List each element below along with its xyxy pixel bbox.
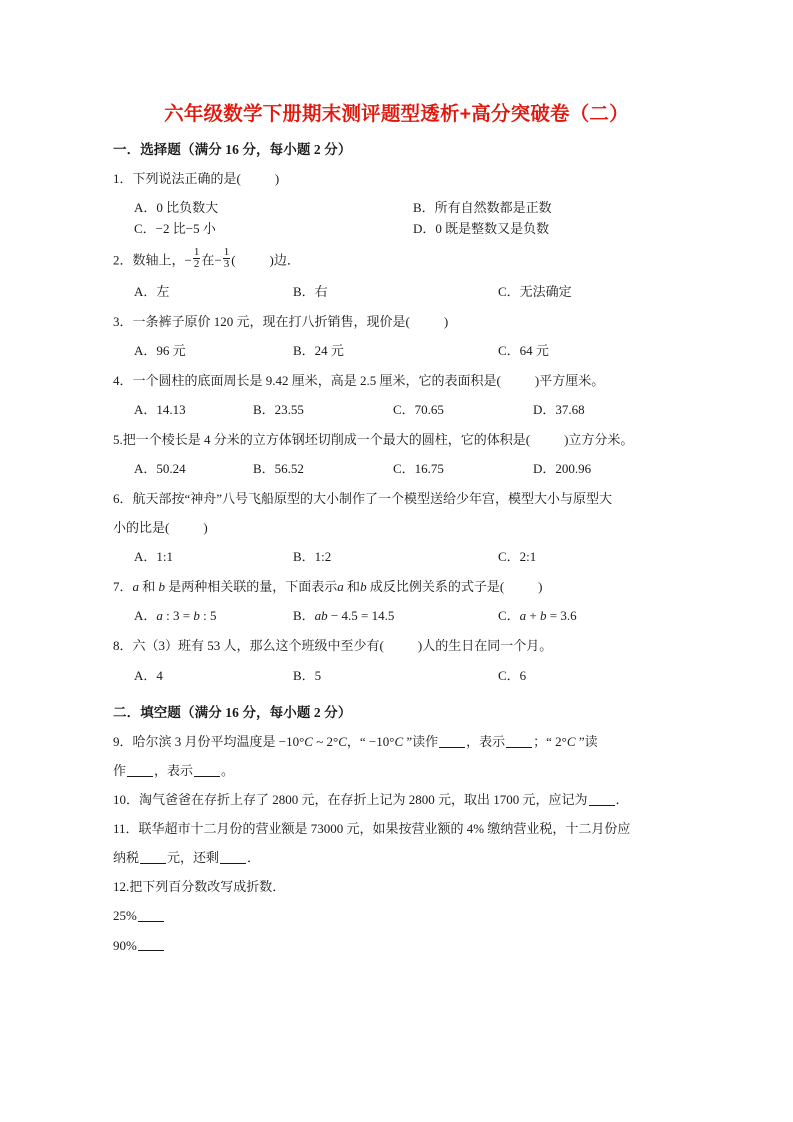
question-2-option-b[interactable]: B．右 (293, 283, 328, 299)
question-7-var-a2: a (337, 579, 344, 595)
question-9-blank-4[interactable] (194, 763, 220, 776)
question-1-tail: ) (274, 171, 280, 186)
question-9-unit-c2: C (338, 733, 347, 749)
question-10-text: 淘气爸爸在存折上存了 2800 元，在存折上记为 2800 元，取出 1700 元，应记为 (139, 791, 588, 807)
question-8-option-c[interactable]: C．6 (498, 667, 527, 683)
question-6 (113, 489, 693, 509)
question-11-number: 11． (113, 820, 139, 836)
question-3-number: 3． (113, 313, 133, 329)
question-7-options (113, 606, 693, 627)
question-6-text-line1: 航天部按“神舟”八号飞船原型的大小制作了一个模型送给少年宫，模型大小与原型大 (132, 491, 613, 506)
question-5-option-b[interactable]: B．56.52 (253, 461, 304, 476)
question-3-option-c[interactable]: C．64 元 (498, 342, 549, 358)
question-5-options (113, 459, 693, 480)
question-12-blank-2[interactable] (138, 938, 164, 951)
question-6-option-a[interactable]: A．1:1 (134, 549, 174, 565)
question-1-text: 下列说法正确的是( (132, 171, 241, 186)
question-7-number: 7． (113, 579, 133, 595)
question-11-text-line1: 联华超市十二月份的营业额是 73000 元，如果按营业额的 4% 缴纳营业税，十二月份应 (138, 820, 631, 836)
question-4-number: 4． (113, 372, 133, 388)
question-6-continuation (113, 518, 693, 538)
question-8-option-a[interactable]: A．4 (134, 667, 163, 683)
question-3-text: 一条裤子原价 120 元，现在打八折销售，现价是( (132, 313, 410, 329)
question-6-number: 6． (113, 491, 133, 506)
question-4-option-c[interactable]: C．70.65 (393, 401, 444, 417)
question-1-option-a[interactable]: A．0 比负数大 (134, 200, 219, 216)
question-8 (113, 636, 693, 656)
question-2-number: 2． (113, 252, 133, 268)
question-9-number: 9． (113, 733, 133, 749)
question-2 (113, 246, 693, 272)
question-5-option-d[interactable]: D．200.96 (533, 461, 592, 476)
question-4-option-d[interactable]: D．37.68 (533, 401, 585, 417)
question-7-var-b2: b (360, 579, 367, 595)
question-1-number: 1． (113, 171, 133, 186)
question-9-blank-1[interactable] (439, 734, 465, 747)
question-5-option-c[interactable]: C．16.75 (393, 461, 444, 476)
question-9-text-1: 哈尔滨 3 月份平均温度是 −10° (132, 733, 305, 749)
question-11-line2-text-2: 元，还剩 (167, 850, 220, 866)
question-3 (113, 312, 693, 332)
question-9 (113, 732, 693, 752)
question-10-tail: ． (615, 791, 629, 807)
question-12-blank-1[interactable] (138, 909, 164, 922)
question-11-line2-text-3: ． (247, 850, 261, 866)
question-7-text-post: 成反比例关系的式子是( (366, 579, 505, 595)
question-4-option-b[interactable]: B．23.55 (253, 401, 304, 417)
question-5-number: 5. (113, 431, 123, 447)
question-6-options (113, 547, 693, 568)
section-heading-choice: 一．选择题（满分 16 分，每小题 2 分） (113, 142, 352, 157)
question-6-tail: ) (203, 520, 208, 536)
question-9-blank-3[interactable] (127, 763, 153, 776)
question-9-text-6: ；“ 2° (533, 733, 567, 749)
document-body (113, 138, 693, 965)
question-1-option-d[interactable]: D．0 既是整数又是负数 (413, 221, 550, 237)
question-1-option-b[interactable]: B．所有自然数都是正数 (413, 200, 552, 216)
question-2-option-a[interactable]: A．左 (134, 283, 170, 299)
question-8-options (113, 666, 693, 687)
question-8-tail: )人的生日在同一个月。 (417, 638, 553, 654)
question-9-text-2: ~ 2° (312, 733, 339, 749)
question-9-continuation (113, 761, 693, 781)
question-7-var-b: b (158, 579, 166, 595)
question-12-number: 12. (113, 879, 130, 895)
question-5-tail: )立方分米。 (564, 431, 634, 447)
question-11-blank-1[interactable] (140, 851, 166, 864)
question-9-text-4: ”读作 (403, 733, 439, 749)
question-8-text: 六（3）班有 53 人，那么这个班级中至少有( (132, 638, 384, 654)
question-1 (113, 169, 693, 189)
question-7 (113, 577, 693, 597)
question-9-unit-c4: C (566, 733, 576, 749)
question-7-option-c[interactable]: C．a + b = 3.6 (498, 608, 577, 624)
question-12-item-2-label: 90% (113, 937, 137, 953)
question-4-text: 一个圆柱的底面周长是 9.42 厘米，高是 2.5 厘米，它的表面积是( (132, 372, 501, 388)
question-3-option-b[interactable]: B．24 元 (293, 342, 344, 358)
question-10-number: 10． (113, 791, 140, 807)
fraction-one-half: $\frac{1}{2}$ (193, 246, 200, 271)
question-12-text: 把下列百分数改写成折数． (129, 879, 286, 895)
question-4-option-a[interactable]: A．14.13 (134, 401, 186, 417)
question-9-unit-c1: C (304, 733, 313, 749)
question-1-option-c[interactable]: C．−2 比−5 小 (134, 221, 216, 237)
question-5 (113, 430, 693, 450)
question-6-option-c[interactable]: C．2:1 (498, 549, 537, 565)
question-7-text-mid3: 和 (343, 579, 361, 595)
question-9-blank-2[interactable] (506, 734, 532, 747)
fraction-one-third: $\frac{1}{3}$ (223, 246, 230, 271)
question-1-options (113, 198, 693, 240)
page-title: 六年级数学下册期末测评题型透析+高分突破卷（二） (164, 103, 629, 125)
question-3-option-a[interactable]: A．96 元 (134, 342, 186, 358)
question-2-text-post: ( (231, 252, 236, 268)
question-12-item-1 (113, 906, 693, 926)
question-9-line2-text-1: 作 (113, 762, 127, 778)
question-12 (113, 877, 693, 897)
question-11-line2-text-1: 纳税 (113, 850, 140, 866)
question-11-blank-2[interactable] (220, 851, 246, 864)
question-6-option-b[interactable]: B．1:2 (293, 549, 332, 565)
question-7-tail: ) (538, 579, 543, 595)
question-8-option-b[interactable]: B．5 (293, 667, 322, 683)
question-2-options (113, 282, 693, 303)
question-7-option-b[interactable]: B．ab − 4.5 = 14.5 (293, 608, 395, 624)
question-10 (113, 790, 693, 810)
question-2-text-pre: 数轴上，− (132, 252, 192, 268)
question-12-item-1-label: 25% (113, 908, 137, 924)
question-7-option-a[interactable]: A．a : 3 = b : 5 (134, 608, 217, 624)
question-5-option-a[interactable]: A．50.24 (134, 461, 186, 476)
question-9-line2-text-3: 。 (221, 762, 235, 778)
question-9-text-7: ”读 (575, 733, 598, 749)
question-9-line2-text-2: ，表示 (154, 762, 194, 778)
question-9-text-5: ，表示 (466, 733, 506, 749)
question-9-text-3: ，“ −10° (346, 733, 395, 749)
question-12-item-2 (113, 936, 693, 956)
question-11-continuation (113, 848, 693, 868)
question-7-var-a: a (132, 579, 140, 595)
question-2-option-c[interactable]: C．无法确定 (498, 283, 572, 299)
question-9-unit-c3: C (394, 733, 404, 749)
question-5-text: 把一个棱长是 4 分米的立方体钢坯切削成一个最大的圆柱，它的体积是( (122, 431, 531, 447)
question-2-text-mid: 在− (201, 252, 222, 268)
question-3-tail: ) (443, 313, 449, 329)
section-heading-fill-blank: 二．填空题（满分 16 分，每小题 2 分） (113, 704, 352, 720)
question-3-options (113, 341, 693, 362)
question-2-tail: )边． (269, 252, 300, 268)
question-4-tail: )平方厘米。 (534, 372, 605, 388)
question-8-number: 8． (113, 638, 133, 654)
question-10-blank-1[interactable] (589, 792, 615, 805)
question-7-text-mid1: 和 (139, 579, 159, 595)
question-11 (113, 819, 693, 839)
question-6-text-line2: 小的比是( (113, 520, 170, 536)
question-4-options (113, 400, 693, 421)
question-7-text-mid2: 是两种相关联的量，下面表示 (165, 579, 338, 595)
question-4 (113, 371, 693, 391)
